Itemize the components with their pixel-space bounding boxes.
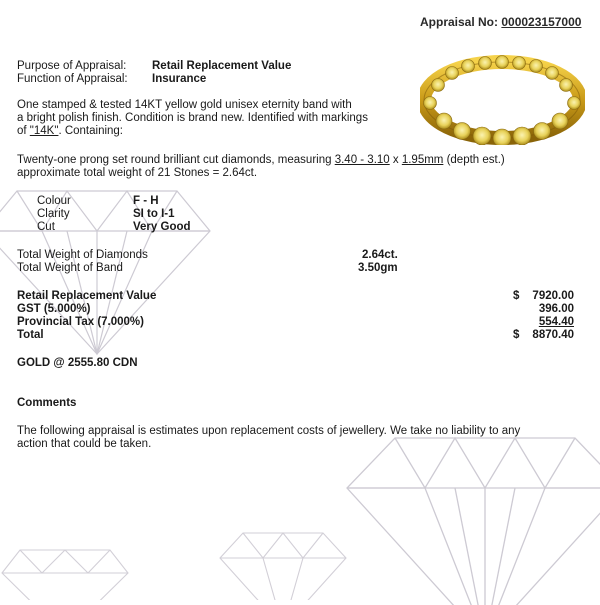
purpose-value: Retail Replacement Value	[152, 60, 292, 72]
description-line-3-post: . Containing:	[58, 125, 124, 137]
stone-measure-1: 3.40 - 3.10	[334, 154, 390, 166]
cut-value: Very Good	[133, 221, 191, 233]
stones-line-2: approximate total weight of 21 Stones = 2.64ct.	[17, 167, 258, 179]
retail-value: 7920.00	[532, 290, 574, 302]
stone-measure-2: 1.95mm	[401, 154, 444, 166]
gold-price: GOLD @ 2555.80 CDN	[17, 357, 138, 369]
pst-label: Provincial Tax (7.000%)	[17, 316, 144, 328]
description-line-2: a bright polish finish. Condition is brand new. Identified with markings	[17, 112, 368, 124]
stones-line-1-mid: x	[389, 154, 402, 166]
description-line-3	[17, 125, 123, 137]
retail-value-label: Retail Replacement Value	[17, 290, 157, 302]
diamond-watermark-icon	[345, 430, 600, 605]
clarity-label: Clarity	[37, 208, 70, 220]
pst-value: 554.40	[538, 316, 574, 328]
diamond-watermark-icon	[218, 528, 348, 600]
band-weight-value: 3.50gm	[358, 262, 398, 274]
appraisal-value: 000023157000	[501, 15, 582, 29]
appraisal-label: Appraisal No:	[420, 15, 499, 29]
function-label: Function of Appraisal:	[17, 73, 128, 85]
diamond-weight-label: Total Weight of Diamonds	[17, 249, 148, 261]
total-value: 8870.40	[532, 329, 574, 341]
colour-value: F - H	[133, 195, 159, 207]
stones-line-1-pre: Twenty-one prong set round brilliant cut diamonds, measuring	[17, 154, 335, 166]
marking: "14K"	[29, 125, 59, 137]
total-currency: $	[513, 329, 520, 341]
gst-label: GST (5.000%)	[17, 303, 91, 315]
diamond-weight-value: 2.64ct.	[362, 249, 398, 261]
cut-label: Cut	[37, 221, 55, 233]
eternity-ring-photo-icon	[420, 55, 585, 148]
comments-line-2: action that could be taken.	[17, 438, 152, 450]
stones-line-1	[17, 154, 505, 166]
band-weight-label: Total Weight of Band	[17, 262, 123, 274]
comments-line-1: The following appraisal is estimates upon replacement costs of jewellery. We take no liability to any	[17, 425, 521, 437]
clarity-value: SI to I-1	[133, 208, 175, 220]
gst-value: 396.00	[538, 303, 574, 315]
stones-line-1-post: (depth est.)	[443, 154, 505, 166]
function-value: Insurance	[152, 73, 207, 85]
appraisal-number	[420, 15, 581, 29]
retail-currency: $	[513, 290, 520, 302]
diamond-watermark-icon	[0, 545, 130, 600]
purpose-label: Purpose of Appraisal:	[17, 60, 127, 72]
description-line-1: One stamped & tested 14KT yellow gold unisex eternity band with	[17, 99, 352, 111]
colour-label: Colour	[37, 195, 71, 207]
description-line-3-pre: of	[17, 125, 30, 137]
total-label: Total	[17, 329, 44, 341]
comments-heading: Comments	[17, 397, 77, 409]
